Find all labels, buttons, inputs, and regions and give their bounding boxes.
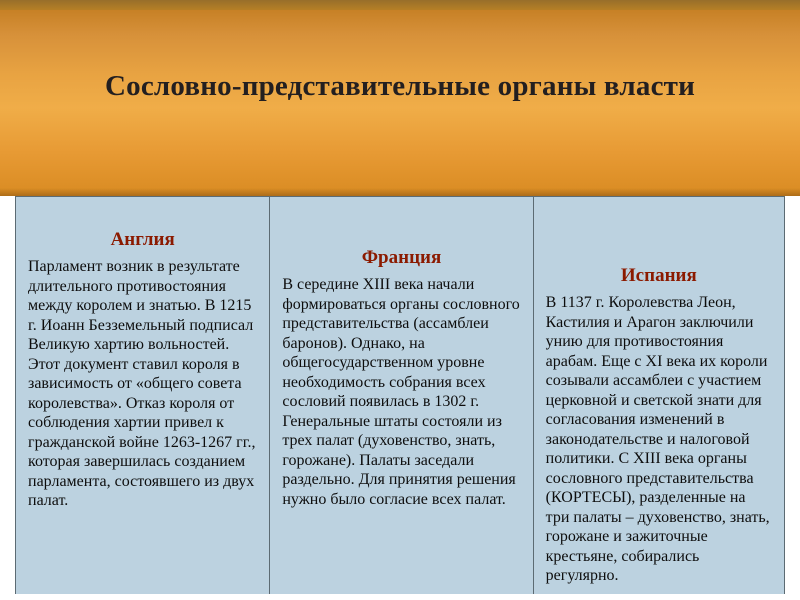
comparison-table — [15, 196, 785, 594]
column-heading: Испания — [620, 265, 697, 286]
column-heading: Франция — [361, 247, 442, 268]
column-body-text: В 1137 г. Королевства Леон, Кастилия и Арагон заключили унию для противостояния арабам. Еще с XI века их короли созывали ассамблеи с участием церковной и светской знати для согласования изменений в законодательстве и налоговой политики. С XIII века органы сословного представительства (КОРТЕСЫ), разделенные на три палаты – духовенство, знать, горожане и зажиточные крестьяне, собирались регулярно. — [545, 294, 770, 585]
column-heading: Англия — [110, 229, 175, 250]
page-title: Сословно-представительные органы власти — [105, 70, 695, 102]
table-column-england — [16, 197, 270, 594]
table-column-spain — [534, 197, 784, 594]
column-body-text: В середине XIII века начали формироваться органы сословного представительства (ассамблеи баронов). Однако, на общегосударственном уровне необходимость собрания всех сословий появилась в 1302 г. Генеральные штаты состояли из трех палат (духовенство, знать, горожане). Палаты заседали раздельно. Для принятия решения нужно было согласие всех палат. — [282, 276, 520, 508]
table-column-france — [270, 197, 533, 594]
column-body-text: Парламент возник в результате длительного противостояния между королем и знатью. В 1215 г. Иоанн Безземельный подписал Великую хартию вольностей. Этот документ ставил короля в зависимость от «общего совета королевства». Отказ короля от соблюдения хартии привел к гражданской войне 1263-1267 гг., которая завершилась созданием парламента, состоявшего из двух палат. — [28, 258, 256, 510]
